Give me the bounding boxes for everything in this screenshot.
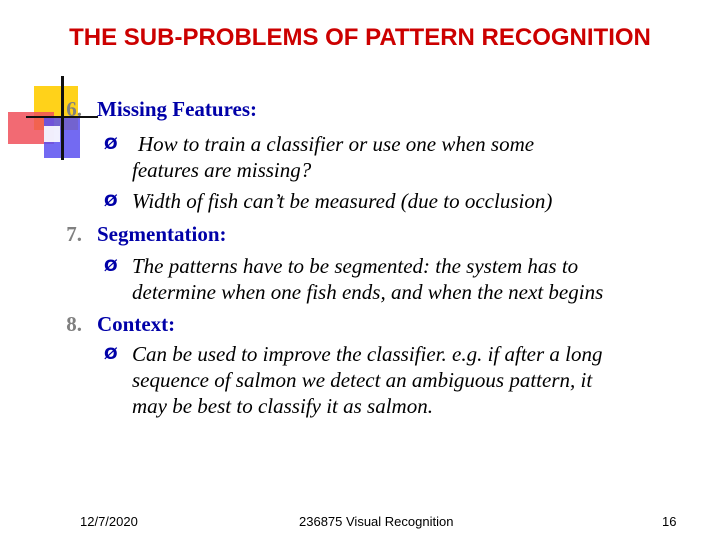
footer-page-number: 16	[662, 514, 677, 529]
bullet-text: The patterns have to be segmented: the system has to	[132, 254, 579, 278]
arrow-bullet-icon: Ø	[104, 134, 118, 153]
bullet-text: may be best to classify it as salmon.	[132, 394, 433, 418]
footer-course: 236875 Visual Recognition	[299, 514, 454, 529]
arrow-bullet-icon: Ø	[104, 344, 118, 363]
bullet-text: determine when one fish ends, and when the next begins	[132, 280, 604, 304]
bullet-text: Width of fish can’t be measured (due to occlusion)	[132, 189, 553, 213]
bullet-text: sequence of salmon we detect an ambiguous pattern, it	[132, 368, 593, 392]
item-number: 6.	[66, 97, 82, 121]
arrow-bullet-icon: Ø	[104, 191, 118, 210]
arrow-bullet-icon: Ø	[104, 256, 118, 275]
item-number: 7.	[66, 222, 82, 246]
item-heading: Context:	[97, 312, 176, 336]
item-heading: Segmentation:	[97, 222, 227, 246]
bullet-text: Can be used to improve the classifier. e.g. if after a long	[132, 342, 603, 366]
bullet-text: features are missing?	[132, 158, 312, 182]
item-heading: Missing Features:	[97, 97, 258, 121]
item-number: 8.	[66, 312, 82, 336]
footer-date: 12/7/2020	[80, 514, 138, 529]
slide-title: THE SUB-PROBLEMS OF PATTERN RECOGNITION	[69, 24, 651, 51]
bullet-text: How to train a classifier or use one when some	[138, 132, 535, 156]
